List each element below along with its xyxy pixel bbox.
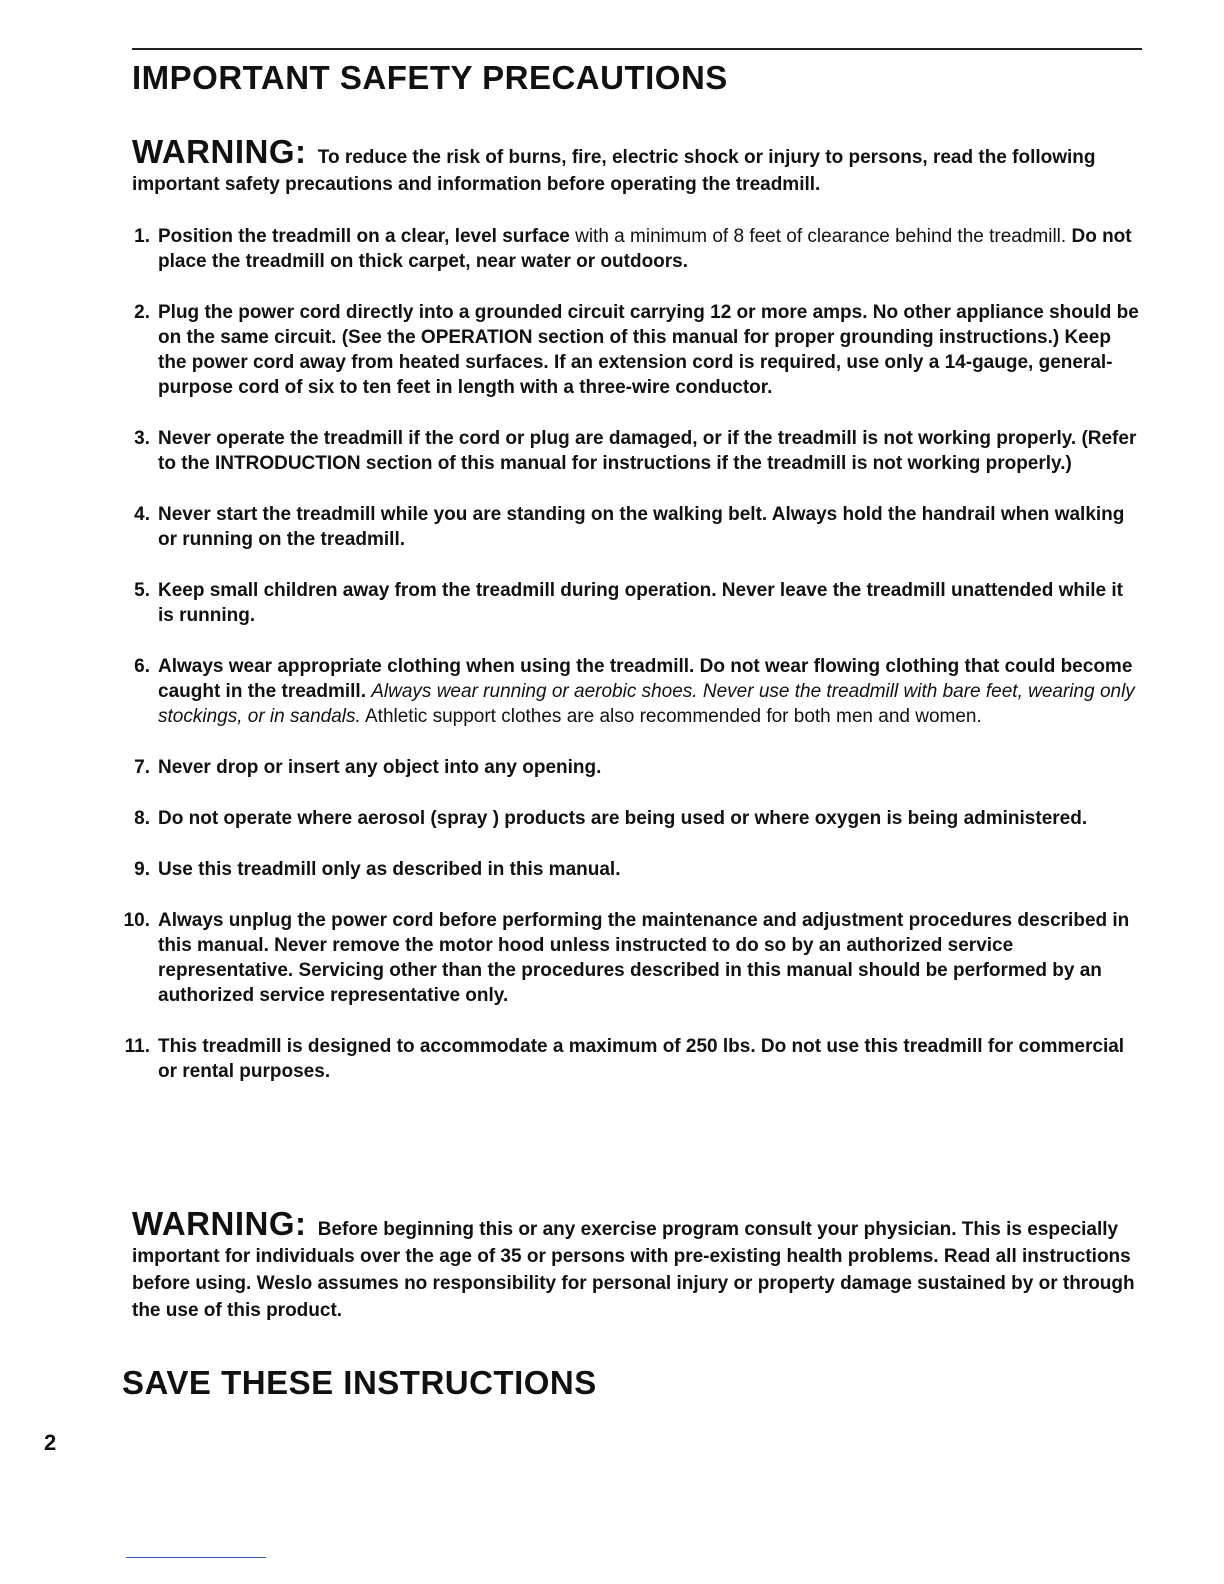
item-text — [158, 1034, 1142, 1084]
item-number: 10. — [123, 910, 150, 931]
warning-label: WARNING: — [132, 1205, 307, 1242]
precaution-item — [112, 857, 1142, 882]
warning-label: WARNING: — [132, 133, 307, 170]
item-text-segment: Use this treadmill only as described in this manual. — [158, 859, 621, 880]
warning-physician — [132, 1205, 1142, 1324]
precaution-item — [112, 1034, 1142, 1084]
top-rule — [132, 48, 1142, 50]
precaution-item — [112, 224, 1142, 274]
item-text-segment: Do not operate where aerosol (spray ) products are being used or where oxygen is being administered. — [158, 808, 1088, 829]
page-title: IMPORTANT SAFETY PRECAUTIONS — [132, 59, 728, 96]
item-number: 2. — [134, 302, 150, 323]
page-number: 2 — [44, 1430, 57, 1455]
precaution-item — [112, 502, 1142, 552]
item-number: 9. — [134, 859, 150, 880]
item-number: 8. — [134, 808, 150, 829]
item-text — [158, 857, 1142, 882]
item-number: 7. — [134, 757, 150, 778]
warning-intro — [132, 133, 1142, 198]
precaution-item — [112, 578, 1142, 628]
item-text-segment: Never start the treadmill while you are standing on the walking belt. Always hold the handrail when walking or running on the treadmill. — [158, 504, 1125, 550]
item-text-segment: Always unplug the power cord before performing the maintenance and adjustment procedures described in this manual. Never remove the motor hood unless instructed to do so by an authorized service representative. Servicing other than the procedures described in this manual should be performed by an authorized service representative only. — [158, 910, 1130, 1006]
item-text — [158, 908, 1142, 1008]
item-number: 11. — [124, 1036, 150, 1057]
precautions-list — [112, 224, 1142, 1110]
item-text-segment: Keep small children away from the treadmill during operation. Never leave the treadmill unattended while it is running. — [158, 580, 1124, 626]
precaution-item — [112, 426, 1142, 476]
item-number: 3. — [134, 428, 150, 449]
precaution-item — [112, 755, 1142, 780]
precaution-item — [112, 908, 1142, 1008]
item-text — [158, 224, 1142, 274]
item-number: 1. — [134, 226, 150, 247]
item-text — [158, 578, 1142, 628]
item-text-segment: Always wear appropriate clothing when using the treadmill. Do not wear flowing clothing that could become caught in the treadmill. — [158, 656, 1133, 702]
precaution-item — [112, 300, 1142, 400]
item-text — [158, 426, 1142, 476]
item-text-segment: Never drop or insert any object into any opening. — [158, 757, 602, 778]
precaution-item — [112, 806, 1142, 831]
precaution-item — [112, 654, 1142, 729]
item-number: 5. — [134, 580, 150, 601]
warning-intro-text: To reduce the risk of burns, fire, electric shock or injury to persons, read the following important safety precautions and information before operating the treadmill. — [132, 147, 1096, 195]
item-text-segment: Plug the power cord directly into a grounded circuit carrying 12 or more amps. No other appliance should be on the same circuit. (See the OPERATION section of this manual for proper grounding instructions.) Keep the power cord away from heated surfaces. If an extension cord is required, use only a 14-gauge, general-purpose cord of six to ten feet in length with a three-wire conductor. — [158, 302, 1139, 398]
warning-physician-text: Before beginning this or any exercise program consult your physician. This is especially important for individuals over the age of 35 or persons with pre-existing health problems. Read all instructions before using. Weslo assumes no responsibility for personal injury or property damage sustained by or through the use of this product. — [132, 1219, 1135, 1321]
item-text-segment: Athletic support clothes are also recommended for both men and women. — [360, 706, 982, 727]
item-text — [158, 755, 1142, 780]
item-text-segment: Never operate the treadmill if the cord or plug are damaged, or if the treadmill is not working properly. (Refer to the INTRODUCTION section of this manual for instructions if the treadmill is not working properly.) — [158, 428, 1137, 474]
save-instructions-heading: SAVE THESE INSTRUCTIONS — [122, 1364, 597, 1401]
item-number: 4. — [134, 504, 150, 525]
item-text-segment: This treadmill is designed to accommodate a maximum of 250 lbs. Do not use this treadmill for commercial or rental purposes. — [158, 1036, 1125, 1082]
bottom-rule — [126, 1557, 266, 1558]
item-text — [158, 300, 1142, 400]
item-text-segment: Do not place the treadmill on thick carpet, near water or outdoors. — [158, 226, 1132, 272]
item-text-segment: Position the treadmill on a clear, level surface — [158, 226, 570, 247]
item-text — [158, 654, 1142, 729]
item-text-segment: Always wear running or aerobic shoes. Never use the treadmill with bare feet, wearing only stockings, or in sandals. — [158, 681, 1135, 727]
item-number: 6. — [134, 656, 150, 677]
item-text — [158, 502, 1142, 552]
item-text — [158, 806, 1142, 831]
item-text-segment: with a minimum of 8 feet of clearance behind the treadmill. — [569, 226, 1072, 247]
